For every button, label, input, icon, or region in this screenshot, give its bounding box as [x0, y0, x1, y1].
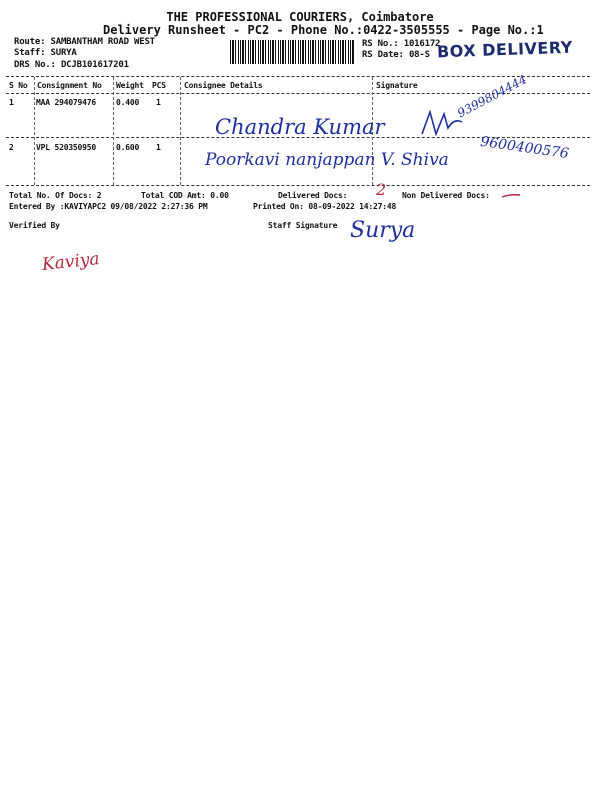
non-delivered-mark	[500, 192, 524, 200]
row2-weight: 0.600	[116, 143, 140, 152]
row2-consignment: VPL 520350950	[36, 143, 97, 152]
box-delivery-stamp: BOX DELIVERY	[436, 37, 574, 62]
total-docs: Total No. Of Docs: 2	[9, 191, 102, 200]
row2-sno: 2	[9, 143, 14, 152]
staff-text: Staff: SURYA	[14, 48, 77, 58]
non-delivered-docs-label: Non Delivered Docs:	[402, 191, 490, 200]
rs-date: RS Date: 08-S	[362, 50, 430, 60]
entered-by: Entered By :KAVIYAPC2 09/08/2022 2:27:36 PM	[9, 202, 208, 211]
col-header-consignment: Consignment No	[37, 81, 102, 90]
delivered-docs-handwriting: 2	[376, 180, 387, 199]
document-title: THE PROFESSIONAL COURIERS, Coimbatore	[166, 10, 434, 24]
row1-pcs: 1	[156, 98, 161, 107]
row2-phone-handwriting: 9600400576	[479, 133, 570, 163]
row1-phone-handwriting: 9399804444	[455, 72, 529, 121]
col-header-pcs: PCS	[152, 81, 166, 90]
col-header-sno: S No	[9, 81, 28, 90]
total-cod-amount: Total COD Amt: 0.00	[141, 191, 229, 200]
barcode-image	[230, 40, 355, 64]
col-divider	[34, 77, 35, 185]
row2-pcs: 1	[156, 143, 161, 152]
table-bottom-rule	[6, 185, 590, 186]
row1-consignee-handwriting: Chandra Kumar	[215, 115, 385, 139]
col-header-consignee: Consignee Details	[184, 81, 263, 90]
staff-signature-handwriting: Surya	[350, 218, 416, 243]
printed-on: Printed On: 08-09-2022 14:27:48	[253, 202, 397, 211]
drs-number: DRS No.: DCJB101617201	[14, 60, 129, 70]
col-divider	[180, 77, 181, 185]
col-header-signature: Signature	[376, 81, 418, 90]
table-top-rule	[6, 76, 590, 77]
document-subtitle: Delivery Runsheet - PC2 - Phone No.:0422-3505555 - Page No.:1	[103, 23, 544, 37]
delivered-docs-label: Delivered Docs:	[278, 191, 348, 200]
route-text: Route: SAMBANTHAM ROAD WEST	[14, 37, 155, 47]
row1-consignment: MAA 294079476	[36, 98, 97, 107]
verified-by-label: Verified By	[9, 221, 60, 230]
row1-sno: 1	[9, 98, 14, 107]
verified-by-handwriting: Kaviya	[41, 249, 101, 275]
staff-signature-label: Staff Signature	[268, 221, 338, 230]
row2-consignee-handwriting: Poorkavi nanjappan V. Shiva	[205, 150, 449, 170]
rs-number: RS No.: 1016172	[362, 39, 441, 49]
col-header-weight: Weight	[116, 81, 144, 90]
col-divider	[113, 77, 114, 185]
row1-weight: 0.400	[116, 98, 140, 107]
